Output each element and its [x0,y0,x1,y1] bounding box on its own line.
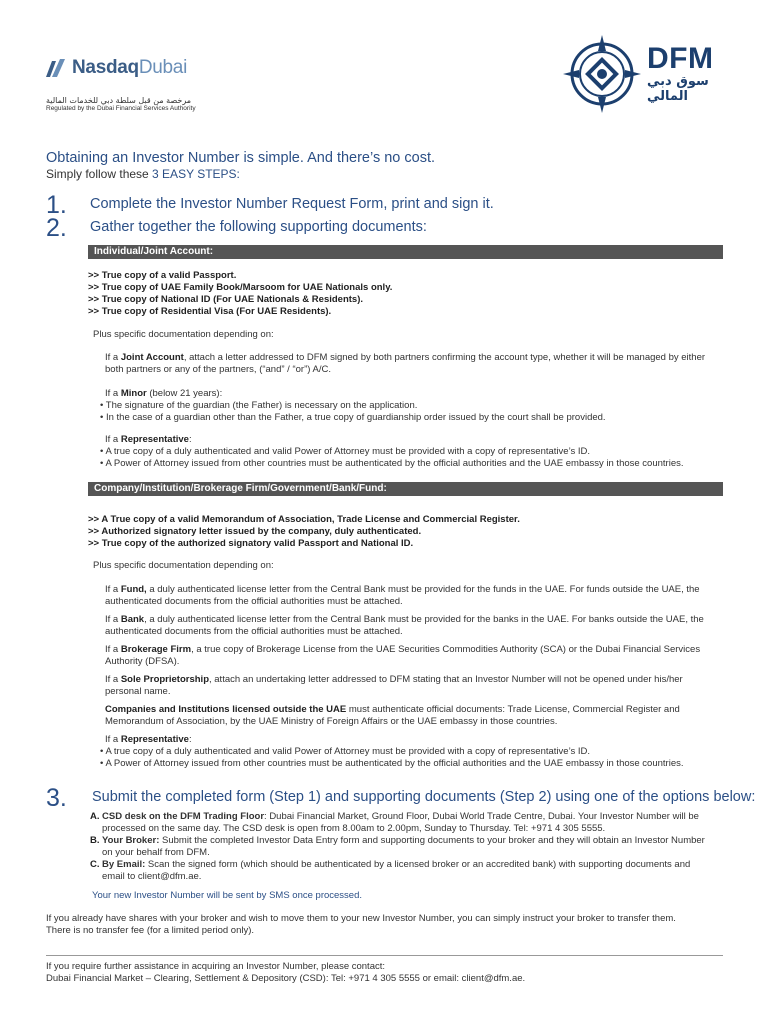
submission-options-list [90,811,710,883]
individual-account-bar: Individual/Joint Account: [88,245,723,259]
individual-representative-bullet-1: • A true copy of a duly authenticated and valid Power of Attorney must be provided with a copy of representative’s ID. [100,446,591,457]
company-representative-bullet-1: • A true copy of a duly authenticated and valid Power of Attorney must be provided with a copy of representative’s ID. [100,746,591,757]
outside-uae-paragraph: Companies and Institutions licensed outside the UAE must authenticate official documents: Trade License, Commercial Register and Memorandum of Association, by the UAE Ministry of Foreign Affairs or the UAE embassy in those countries. [105,704,680,727]
nasdaq-regulated-text: Regulated by the Dubai Financial Services Authority [46,105,196,112]
company-required-list [88,514,520,550]
nasdaq-arabic-regulation: مرخصة من قبل سلطة دبي للخدمات المالية [46,96,192,105]
list-item: >> True copy of a valid Passport. [88,270,237,281]
dfm-wordmark: DFM [647,42,714,75]
list-item: >> True copy of UAE Family Book/Marsoom for UAE Nationals only. [88,282,393,293]
fund-paragraph: If a Fund, a duly authenticated license letter from the Central Bank must be provided for the funds in the UAE. For funds outside the UAE, the authenticated documents from the official authorities must be attached. [105,584,700,607]
contact-line-1: If you require further assistance in acquiring an Investor Number, please contact: [46,961,386,972]
sole-proprietorship-paragraph: If a Sole Proprietorship, attach an undertaking letter addressed to DFM stating that an Investor Number will not be opened under his/her personal name. [105,674,683,697]
nasdaq-mark-icon [44,57,68,79]
joint-account-paragraph: If a Joint Account, attach a letter addressed to DFM signed by both partners confirming the account type, whether it will be managed by either both partners or any of the partners, (“and” / “or”) A/C. [105,352,706,375]
step-2-number: 2. [46,214,67,242]
list-item: >> A True copy of a valid Memorandum of Association, Trade License and Commercial Register. [88,514,520,525]
steps-intro: Simply follow these 3 EASY STEPS: [46,167,240,181]
minor-heading: If a Minor (below 21 years): [105,388,223,399]
dfm-arabic-name: سوق دبي المالي [647,74,709,104]
company-representative-bullet-2: • A Power of Attorney issued from other countries must be authenticated by the official authorities and the UAE embassy in those countries. [100,758,684,769]
page-headline: Obtaining an Investor Number is simple. And there’s no cost. [46,150,436,166]
individual-plus-text: Plus specific documentation depending on: [93,329,274,340]
brokerage-firm-paragraph: If a Brokerage Firm, a true copy of Brokerage License from the UAE Securities Commodities Authority (SCA) or the Dubai Financial Services Authority (DFSA). [105,644,701,667]
dfm-emblem-icon [561,33,643,115]
company-account-bar: Company/Institution/Brokerage Firm/Government/Bank/Fund: [88,482,723,496]
list-item: >> Authorized signatory letter issued by the company, duly authenticated. [88,526,422,537]
bank-paragraph: If a Bank, a duly authenticated license letter from the Central Bank must be provided for the banks in the UAE. For banks outside the UAE, the authenticated documents from the official authorities must be attached. [105,614,704,637]
company-representative-heading: If a Representative: [105,734,192,745]
list-item: >> True copy of National ID (For UAE Nationals & Residents). [88,294,364,305]
option-by-email: C. By Email: Scan the signed form (which should be authenticated by a licensed broker or an accredited bank) with supporting documents and email to client@dfm.ae. [90,859,691,882]
contact-line-2: Dubai Financial Market – Clearing, Settlement & Depository (CSD): Tel: +971 4 305 5555 or email: client@dfm.ae. [46,973,526,984]
option-your-broker: B. Your Broker: Submit the completed Investor Data Entry form and supporting documents to your broker and they will obtain an Investor Number on your behalf from DFM. [90,835,705,858]
list-item: >> True copy of the authorized signatory valid Passport and National ID. [88,538,414,549]
step-2-text: Gather together the following supporting documents: [90,219,427,235]
transfer-paragraph [46,913,676,937]
footer-divider [46,955,723,956]
step-1-text: Complete the Investor Number Request Form, print and sign it. [90,196,494,212]
step-3-number: 3. [46,784,67,812]
list-item: >> True copy of Residential Visa (For UAE Residents). [88,306,332,317]
individual-representative-heading: If a Representative: [105,434,192,445]
sms-notice: Your new Investor Number will be sent by SMS once processed. [92,890,363,901]
step-1-number: 1. [46,191,67,219]
option-csd-desk: A. CSD desk on the DFM Trading Floor: Dubai Financial Market, Ground Floor, Dubai World Trade Centre, Dubai. Your Investor Number will be processed on the same day. The CSD desk is open from 8.00am to 2.00pm, Sunday to Thursday. Tel: +971 4 305 5555. [90,811,699,834]
minor-bullet-2: • In the case of a guardian other than the Father, a true copy of guardianship order issued by the court shall be provided. [100,412,606,423]
step-3-text: Submit the completed form (Step 1) and supporting documents (Step 2) using one of the options below: [92,789,756,805]
transfer-line-1: If you already have shares with your broker and wish to move them to your new Investor Number, you can simply instruct your broker to transfer them. [46,913,676,924]
individual-required-list [88,270,392,318]
company-plus-text: Plus specific documentation depending on: [93,560,274,571]
minor-bullet-1: • The signature of the guardian (the Father) is necessary on the application. [100,400,418,411]
transfer-line-2: There is no transfer fee (for a limited period only). [46,925,255,936]
contact-paragraph [46,961,525,985]
nasdaq-dubai-logo [44,57,187,79]
nasdaq-wordmark: NasdaqDubai [72,57,187,78]
individual-representative-bullet-2: • A Power of Attorney issued from other countries must be authenticated by the official authorities and the UAE embassy in those countries. [100,458,684,469]
